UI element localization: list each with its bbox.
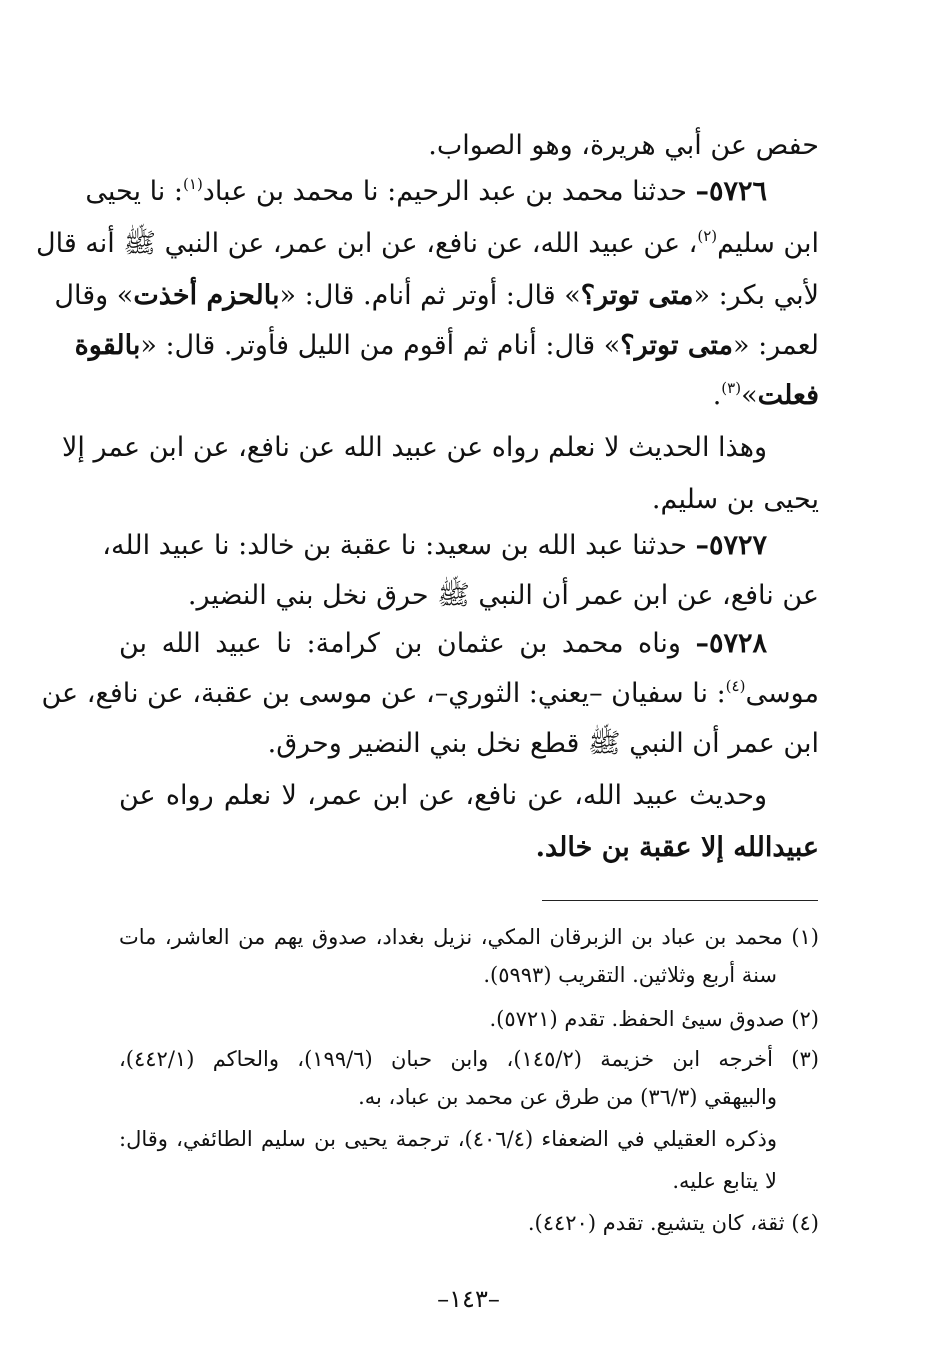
text-line [62,428,767,468]
footnote-text: والبيهقي (٣٦/٣) من طرق عن محمد بن عباد، به. [358,1085,777,1109]
text-line [119,828,819,868]
hadith-5728-heading [119,624,767,664]
footnote-text: (٣) أخرجه ابن خزيمة (١٤٥/٢)، وابن حبان (١٩٩/٦)، والحاكم (٤٤٢/١)، [119,1047,819,1071]
footnote-text: (٢) صدوق سيئ الحفظ. تقدم (٥٧٢١). [489,1007,819,1031]
footnote-1 [119,922,819,952]
line-text: لعمر: « [733,330,819,361]
line-text: ابن سليم [717,228,819,259]
text-line [41,674,819,714]
prophet-quote: بالحزم أخذت [133,280,280,311]
line-text: عبيدالله إلا عقبة بن خالد. [535,832,819,863]
hadith-number: ٥٧٢٨– [695,628,767,659]
line-text: وحديث عبيد الله، عن نافع، عن ابن عمر، لا نعلم رواه عن [119,780,767,811]
line-text: يحيى بن سليم. [651,484,819,515]
text-line [119,724,819,764]
footnote-ref[interactable]: (٣) [721,379,742,397]
page-number: –١٤٣– [437,1285,500,1313]
line-text: موسى [745,678,819,709]
text-line [119,126,819,166]
text-line [119,376,819,416]
text-line [119,776,767,816]
footnote-ref[interactable]: (٤) [725,677,746,695]
line-text: حدثنا محمد بن عبد الرحيم: نا محمد بن عباد [202,176,696,207]
hadith-5727-heading [102,526,767,566]
hadith-number: ٥٧٢٦– [695,176,767,207]
footnote-3-note-continued [119,1166,777,1196]
footnote-text: لا يتابع عليه. [672,1169,777,1193]
prophet-quote: بالقوة [74,330,141,361]
footnote-3 [119,1044,819,1074]
line-text: حفص عن أبي هريرة، وهو الصواب. [428,130,819,161]
footnote-text: وذكره العقيلي في الضعفاء (٤٠٦/٤)، ترجمة يحيى بن سليم الطائفي، وقال: [119,1127,777,1151]
text-line [74,326,819,366]
line-text: ، عن عبيد الله، عن نافع، عن ابن عمر، عن النبي ﷺ أنه قال [35,228,698,259]
line-text: . [712,380,722,411]
footnote-4 [119,1208,819,1238]
line-text: » قال: أوتر ثم أنام. قال: « [279,280,581,311]
line-text: وهذا الحديث لا نعلم رواه عن عبيد الله عن نافع، عن ابن عمر إلا [62,432,767,463]
footnote-1-continued [119,960,777,990]
line-text: عن نافع، عن ابن عمر أن النبي ﷺ حرق نخل بني النضير. [187,580,819,611]
footnote-2 [119,1004,819,1034]
footnote-ref[interactable]: (٢) [697,227,718,245]
line-text: : نا سفيان –يعني: الثوري–، عن موسى بن عقبة، عن نافع، عن [41,678,726,709]
line-text: » [741,380,758,411]
hadith-number: ٥٧٢٧– [695,530,767,561]
prophet-quote: فعلت [757,380,819,411]
line-text: لأبي بكر: « [693,280,819,311]
hadith-5726-heading [85,172,767,212]
text-line [54,276,819,316]
footnote-text: (١) محمد بن عباد بن الزبرقان المكي، نزيل بغداد، صدوق يهم من العاشر، مات [119,925,819,949]
footnote-ref[interactable]: (١) [183,175,203,193]
text-line [119,480,819,520]
footnote-separator [542,900,818,901]
line-text: حدثنا عبد الله بن سعيد: نا عقبة بن خالد: نا عبيد الله، [102,530,696,561]
line-text: ابن عمر أن النبي ﷺ قطع نخل بني النضير وحرق. [267,728,819,759]
line-text: وناه محمد بن عثمان بن كرامة: نا عبيد الله بن [119,628,696,659]
text-line [119,576,819,616]
line-text: » قال: أنام ثم أقوم من الليل فأوتر. قال: « [140,330,621,361]
footnote-3-continued [119,1082,777,1112]
footnote-3-note [119,1124,777,1154]
line-text: » وقال [54,280,134,311]
prophet-quote: متى توتر؟ [580,280,694,311]
line-text: : نا يحيى [85,176,184,207]
footnote-text: سنة أربع وثلاثين. التقريب (٥٩٩٣). [483,963,777,987]
footnote-text: (٤) ثقة، كان يتشيع. تقدم (٤٤٢٠). [527,1211,819,1235]
prophet-quote: متى توتر؟ [620,330,734,361]
text-line [35,224,819,264]
